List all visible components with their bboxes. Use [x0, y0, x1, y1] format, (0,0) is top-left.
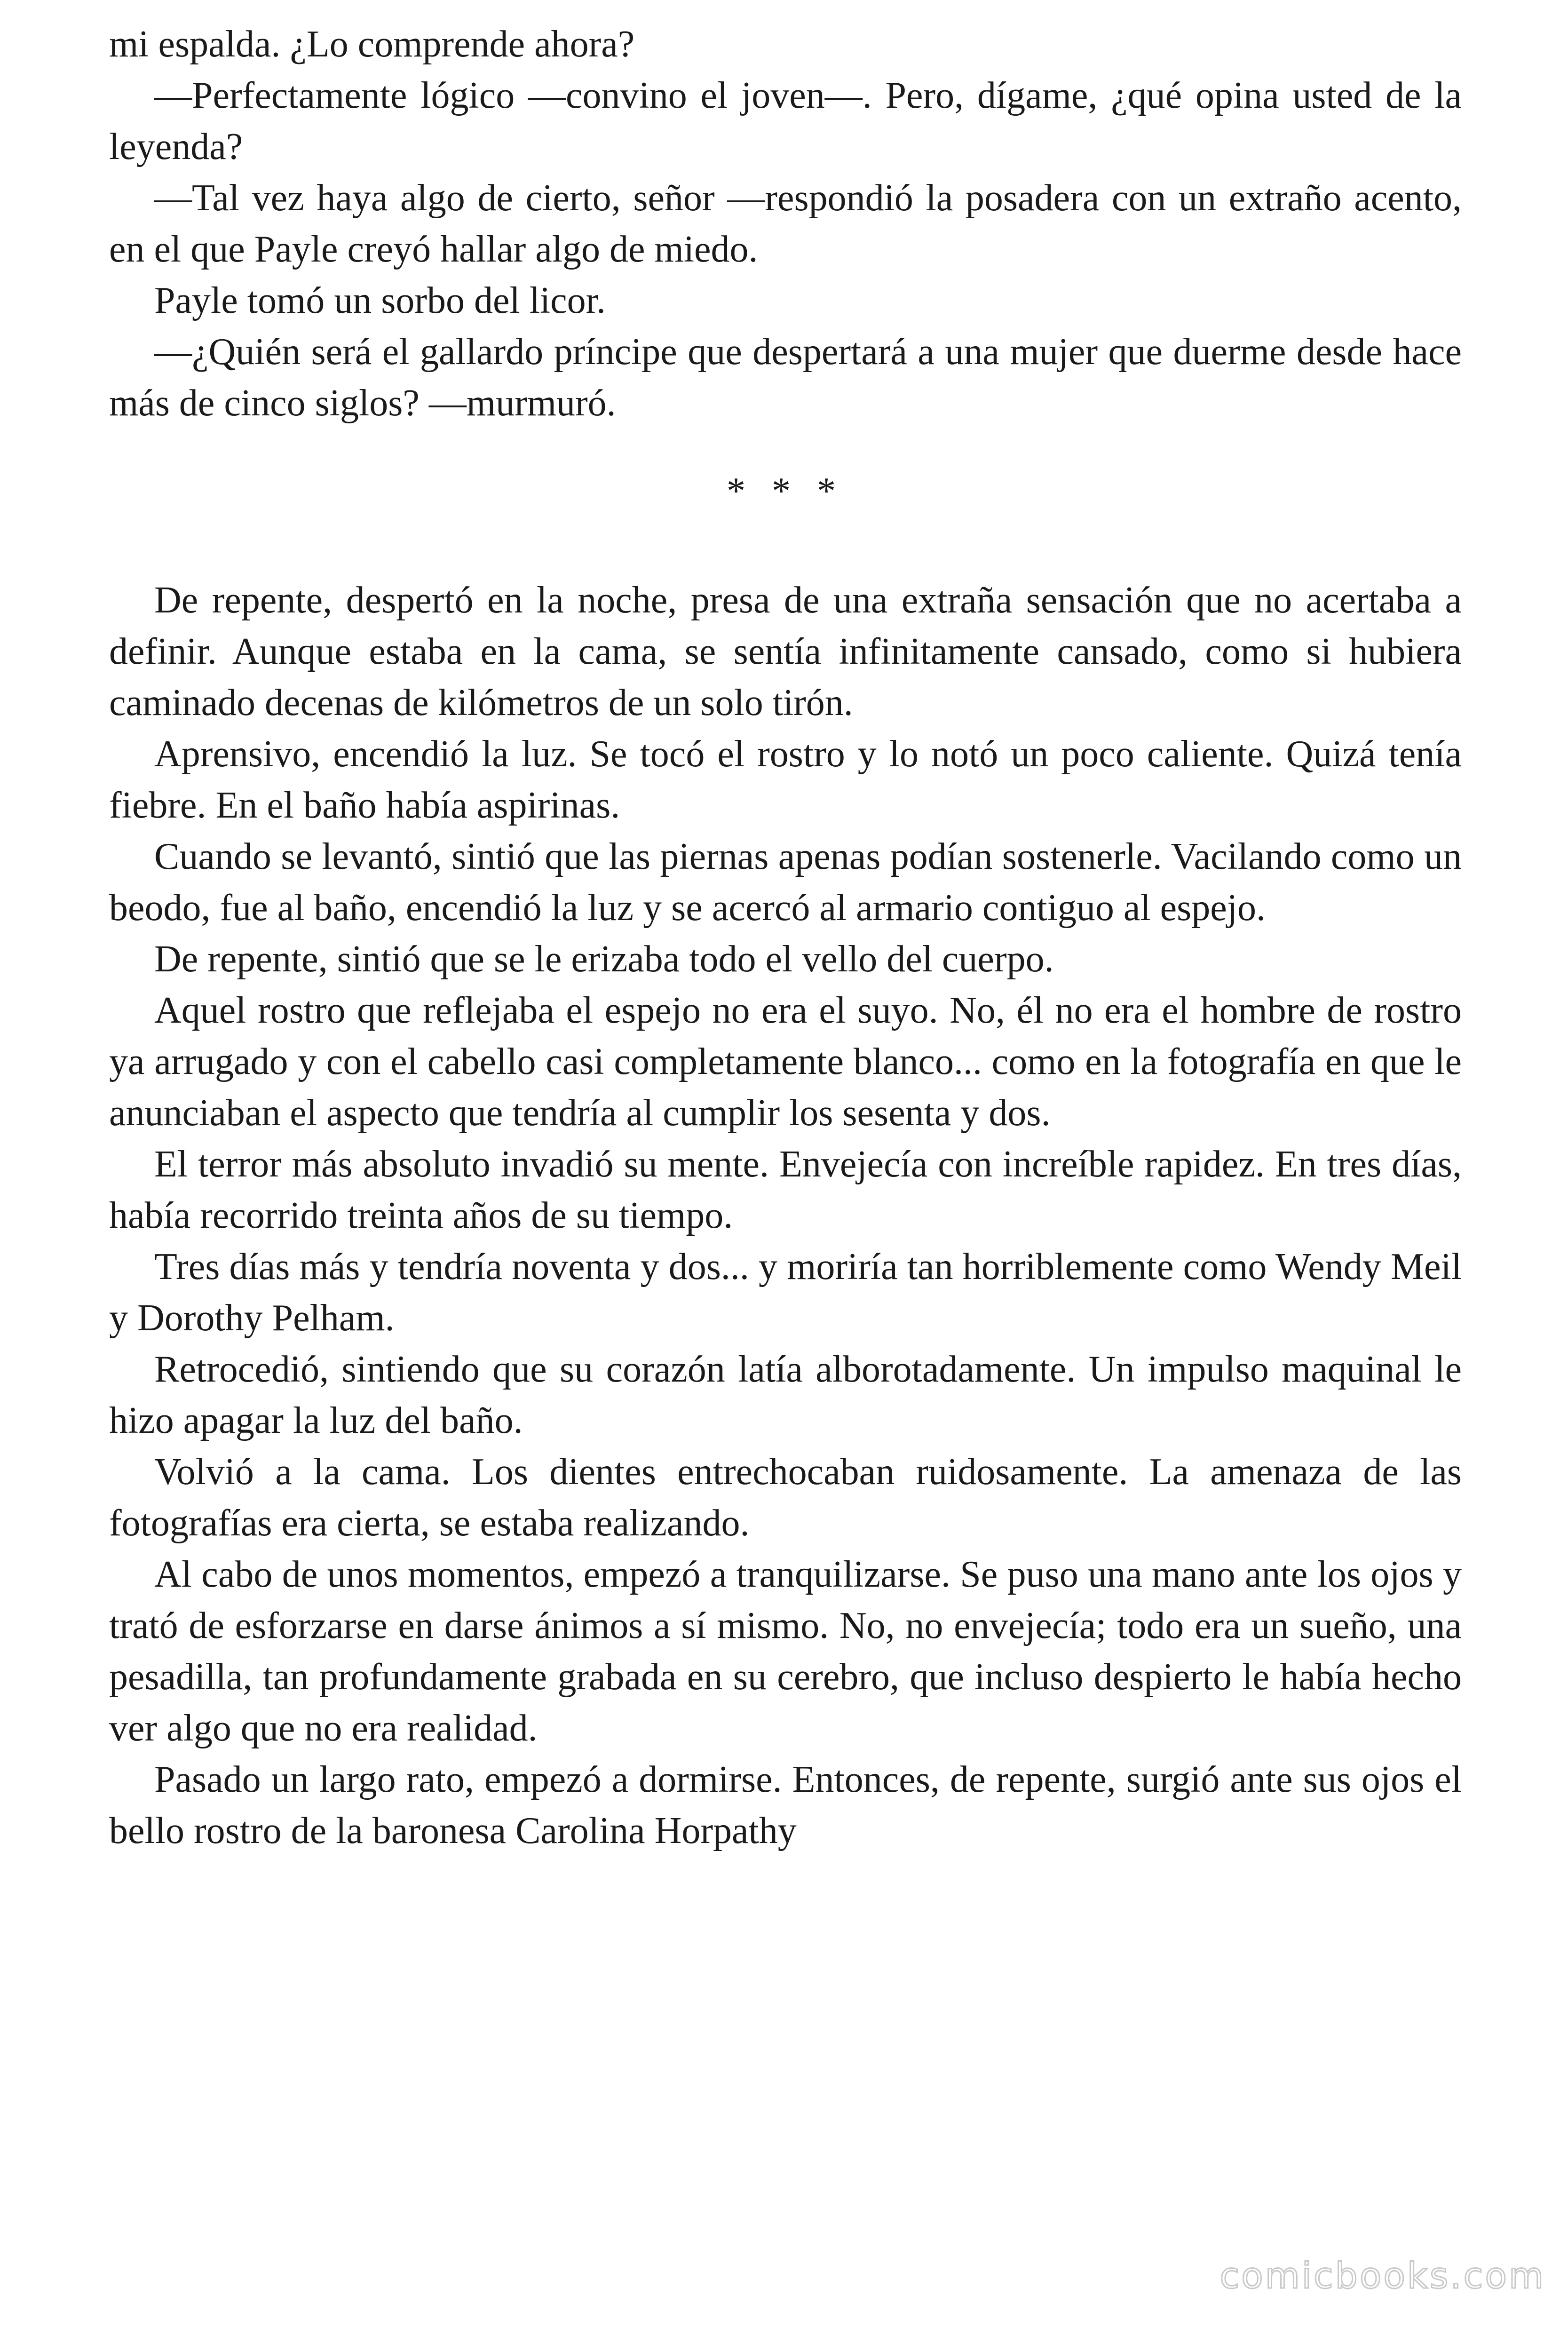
paragraph: Retrocedió, sintiendo que su corazón latía alborotadamente. Un impulso maquinal le hizo apagar la luz del baño.	[109, 1349, 1462, 1441]
paragraph: mi espalda. ¿Lo comprende ahora?	[109, 24, 635, 65]
paragraph: Pasado un largo rato, empezó a dormirse. Entonces, de repente, surgió ante sus ojos el bello rostro de la baronesa Carolina Horpathy	[109, 1759, 1462, 1851]
paragraph: Tres días más y tendría noventa y dos... y moriría tan horriblemente como Wendy Meil y Dorothy Pelham.	[109, 1246, 1462, 1339]
watermark-text: comicbooks.com	[1220, 2255, 1545, 2296]
paragraph: —Tal vez haya algo de cierto, señor —respondió la posadera con un extraño acento, en el que Payle creyó hallar algo de miedo.	[109, 177, 1462, 270]
paragraph: Al cabo de unos momentos, empezó a tranquilizarse. Se puso una mano ante los ojos y trató de esforzarse en darse ánimos a sí mismo. No, no envejecía; todo era un sueño, una pesadilla, tan profundamente grabada en su cerebro, que incluso despierto le había hecho ver algo que no era realidad.	[109, 1554, 1462, 1749]
paragraph: De repente, sintió que se le erizaba todo el vello del cuerpo.	[154, 938, 1054, 980]
paragraph: Aprensivo, encendió la luz. Se tocó el rostro y lo notó un poco caliente. Quizá tenía fiebre. En el baño había aspirinas.	[109, 733, 1462, 826]
paragraph: De repente, despertó en la noche, presa de una extraña sensación que no acertaba a definir. Aunque estaba en la cama, se sentía infinitamente cansado, como si hubiera caminado decenas de kilómetros de un solo tirón.	[109, 580, 1462, 723]
paragraph: Cuando se levantó, sintió que las piernas apenas podían sostenerle. Vacilando como un beodo, fue al baño, encendió la luz y se acercó al armario contiguo al espejo.	[109, 836, 1462, 929]
paragraph: —Perfectamente lógico —convino el joven—. Pero, dígame, ¿qué opina usted de la leyenda?	[109, 75, 1462, 167]
paragraph: Payle tomó un sorbo del licor.	[154, 280, 606, 321]
paragraph: El terror más absoluto invadió su mente. Envejecía con increíble rapidez. En tres días, había recorrido treinta años de su tiempo.	[109, 1144, 1462, 1236]
section-break: * * *	[727, 470, 844, 512]
paragraph: Volvió a la cama. Los dientes entrechocaban ruidosamente. La amenaza de las fotografías era cierta, se estaba realizando.	[109, 1451, 1462, 1544]
paragraph: Aquel rostro que reflejaba el espejo no era el suyo. No, él no era el hombre de rostro ya arrugado y con el cabello casi completamente blanco... como en la fotografía en que le anunciaban el aspecto que tendría al cumplir los sesenta y dos.	[109, 990, 1462, 1134]
book-page	[109, 19, 1462, 1857]
paragraph: —¿Quién será el gallardo príncipe que despertará a una mujer que duerme desde hace más de cinco siglos? —murmuró.	[109, 331, 1462, 424]
